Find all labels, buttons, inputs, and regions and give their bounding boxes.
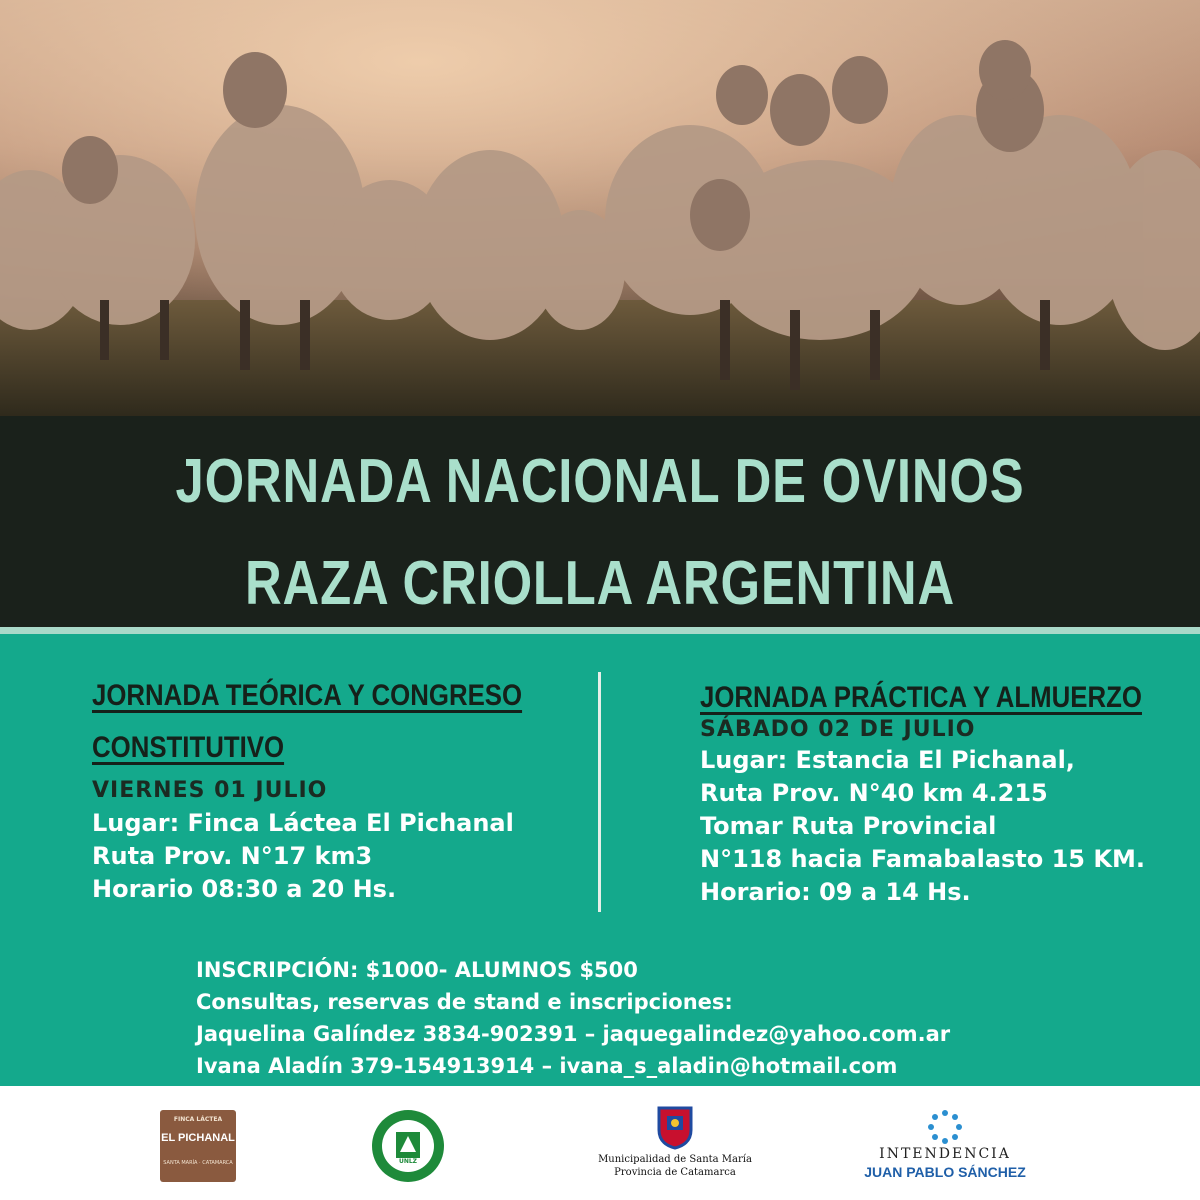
theory-heading-line-2: CONSTITUTIVO <box>92 731 285 764</box>
practice-directions-1: Tomar Ruta Provincial <box>700 812 997 840</box>
contact-jaquelina: Jaquelina Galíndez 3834-902391 – jaquegalindez@yahoo.com.ar <box>196 1022 951 1046</box>
theory-day-column <box>92 670 572 906</box>
theory-location: Lugar: Finca Láctea El Pichanal <box>92 809 514 837</box>
coat-of-arms-icon <box>653 1104 697 1150</box>
unlz-seal-logo <box>370 1108 446 1184</box>
el-pichanal-logo-name: EL PICHANAL <box>161 1132 235 1144</box>
theory-schedule: Horario 08:30 a 20 Hs. <box>92 875 397 903</box>
intendencia-line-1: INTENDENCIA <box>879 1146 1011 1162</box>
intendencia-line-2: JUAN PABLO SÁNCHEZ <box>864 1164 1026 1180</box>
practice-route: Ruta Prov. N°40 km 4.215 <box>700 779 1048 807</box>
theory-date: VIERNES 01 JULIO <box>92 778 328 803</box>
practice-schedule: Horario: 09 a 14 Hs. <box>700 878 971 906</box>
contact-ivana: Ivana Aladín 379-154913914 – ivana_s_aladin@hotmail.com <box>196 1054 898 1078</box>
practice-directions-2: N°118 hacia Famabalasto 15 KM. <box>700 845 1145 873</box>
el-pichanal-logo-bottom: SANTA MARÍA · CATAMARCA <box>163 1160 233 1166</box>
municipalidad-line-2: Provincia de Catamarca <box>614 1167 736 1178</box>
unlz-seal-icon <box>370 1108 446 1184</box>
registration-info <box>196 954 950 1082</box>
title-line-2: RAZA CRIOLLA ARGENTINA <box>245 549 955 618</box>
title-line-1: JORNADA NACIONAL DE OVINOS <box>175 447 1025 516</box>
contact-heading: Consultas, reservas de stand e inscripciones: <box>196 990 733 1014</box>
sponsor-footer <box>0 1086 1200 1200</box>
municipalidad-line-1: Municipalidad de Santa María <box>598 1154 752 1165</box>
practice-heading: JORNADA PRÁCTICA Y ALMUERZO <box>700 681 1142 714</box>
column-divider <box>598 672 601 912</box>
dotted-circle-icon <box>928 1110 962 1144</box>
practice-date: SÁBADO 02 DE JULIO <box>700 717 976 742</box>
hero-photo-sheep <box>0 0 1200 416</box>
el-pichanal-logo <box>160 1110 236 1182</box>
el-pichanal-logo-top: FINCA LÁCTEA <box>173 1116 223 1123</box>
sheep-illustration <box>0 0 1200 416</box>
practice-location: Lugar: Estancia El Pichanal, <box>700 746 1075 774</box>
registration-price: INSCRIPCIÓN: $1000- ALUMNOS $500 <box>196 958 638 982</box>
municipalidad-santa-maria-logo <box>580 1104 770 1186</box>
unlz-label: UNLZ <box>398 1158 418 1165</box>
theory-route: Ruta Prov. N°17 km3 <box>92 842 373 870</box>
practice-day-column <box>700 672 1180 909</box>
theory-heading-line-1: JORNADA TEÓRICA Y CONGRESO <box>92 679 523 712</box>
intendencia-logo <box>850 1110 1040 1182</box>
